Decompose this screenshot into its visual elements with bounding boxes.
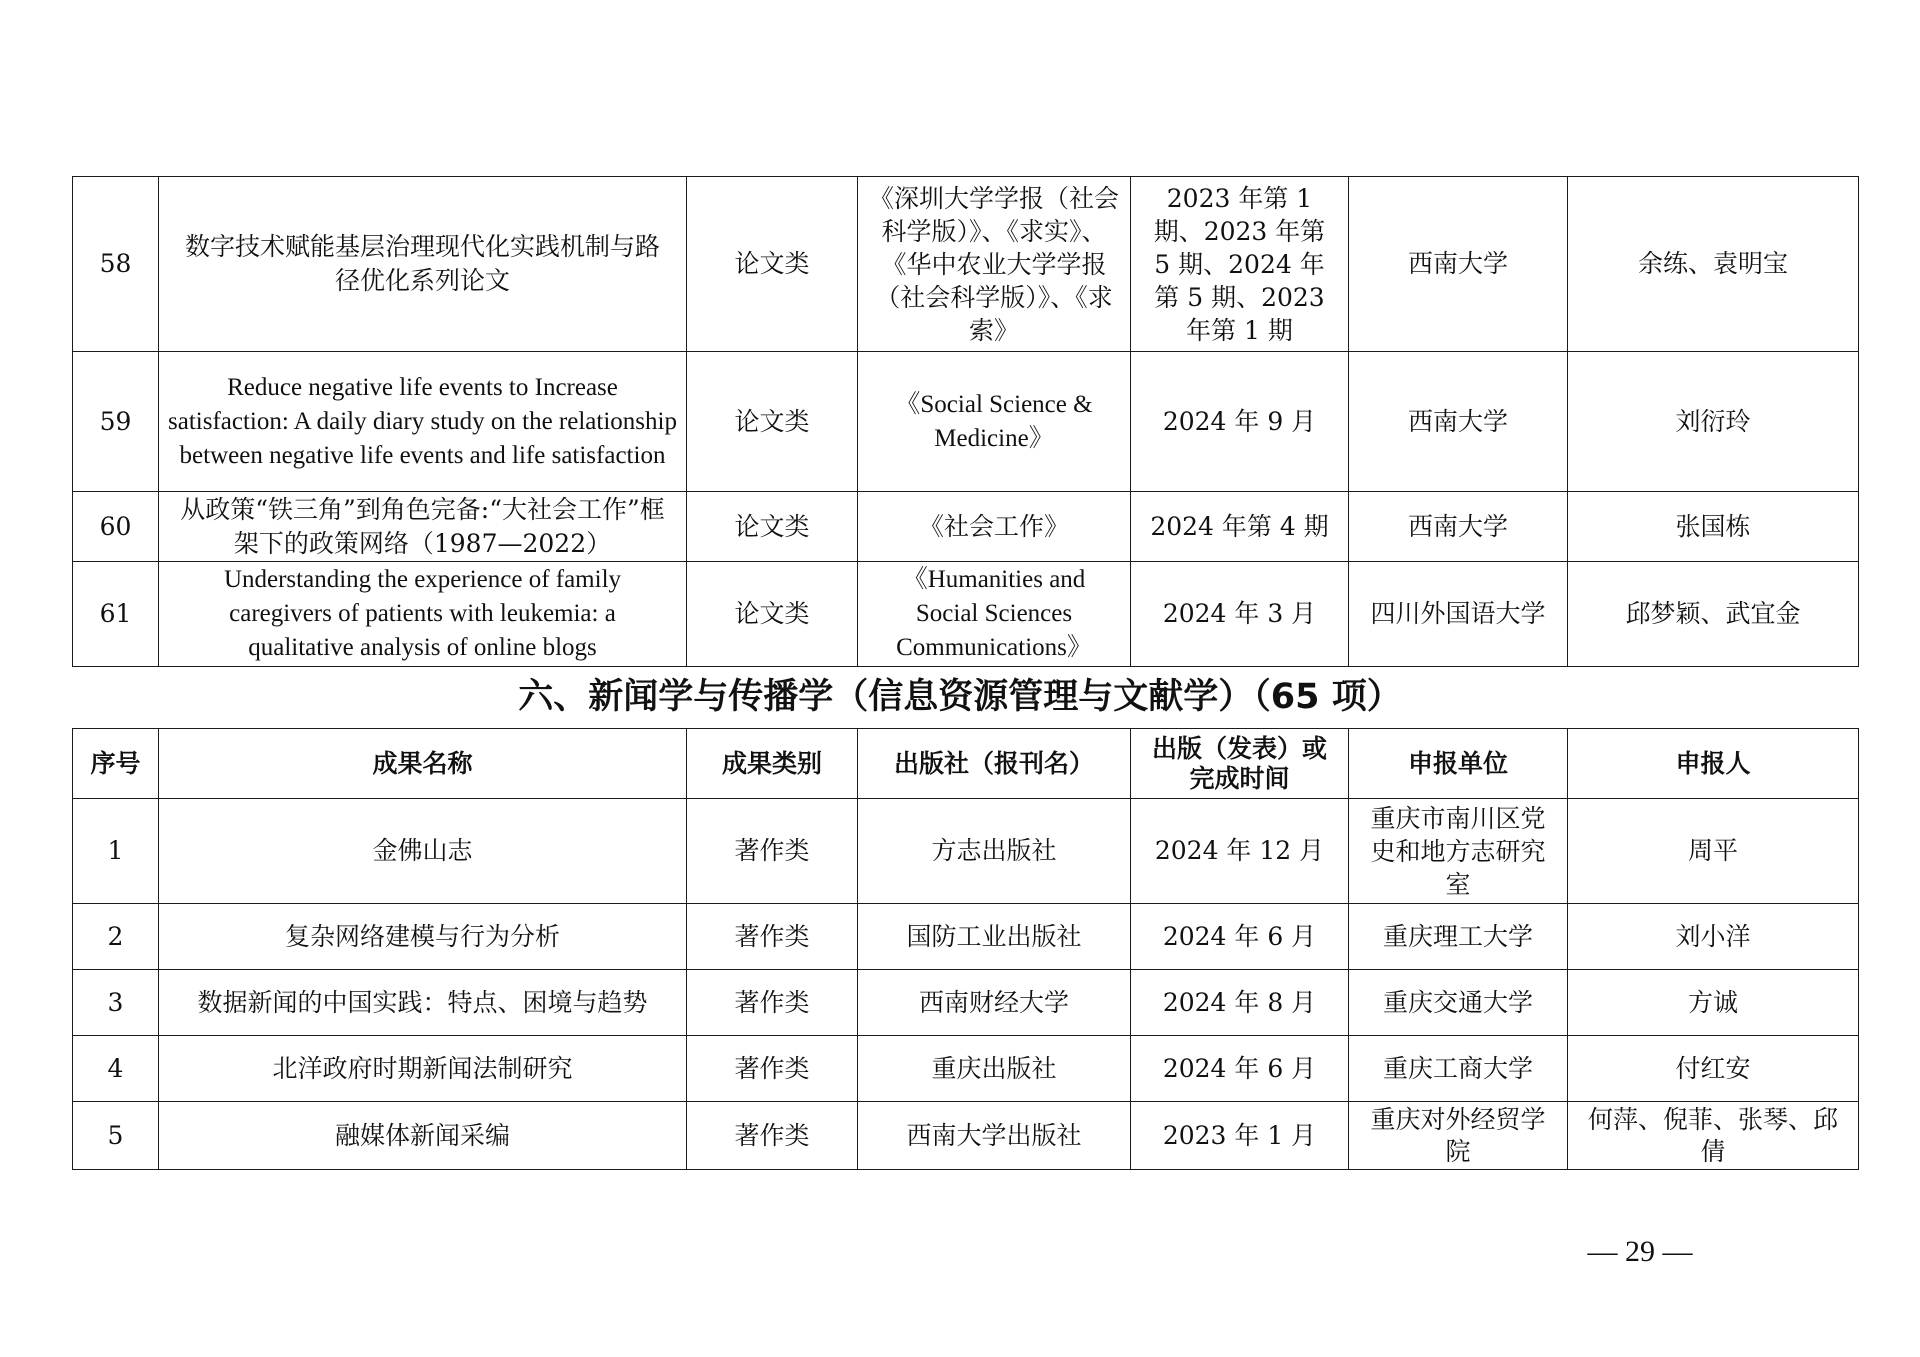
row-number: 5 xyxy=(73,1102,159,1170)
header-date: 出版（发表）或完成时间 xyxy=(1131,729,1349,799)
applicant-unit: 重庆交通大学 xyxy=(1349,970,1568,1036)
publisher: 方志出版社 xyxy=(858,799,1131,904)
table-row xyxy=(73,492,1859,562)
row-number: 3 xyxy=(73,970,159,1036)
applicant: 方诚 xyxy=(1568,970,1859,1036)
achievement-title: 金佛山志 xyxy=(159,799,687,904)
publish-date: 2024 年 8 月 xyxy=(1131,970,1349,1036)
applicant: 付红安 xyxy=(1568,1036,1859,1102)
achievement-type: 著作类 xyxy=(687,799,858,904)
applicant: 邱梦颖、武宜金 xyxy=(1568,562,1859,667)
applicant: 何萍、倪菲、张琴、邱倩 xyxy=(1568,1102,1859,1170)
publish-date: 2024 年 12 月 xyxy=(1131,799,1349,904)
page-number: — 29 — xyxy=(1587,1235,1693,1268)
achievement-table-continued xyxy=(72,176,1859,667)
applicant-unit: 四川外国语大学 xyxy=(1349,562,1568,667)
section-heading: 六、新闻学与传播学（信息资源管理与文献学）（65 项） xyxy=(518,677,1402,717)
table-row xyxy=(73,904,1859,970)
publisher: 《Social Science & Medicine》 xyxy=(858,352,1131,492)
publish-date: 2024 年第 4 期 xyxy=(1131,492,1349,562)
achievement-title: 复杂网络建模与行为分析 xyxy=(159,904,687,970)
publish-date: 2024 年 9 月 xyxy=(1131,352,1349,492)
table-row xyxy=(73,1102,1859,1170)
header-unit: 申报单位 xyxy=(1349,729,1568,799)
achievement-table-journalism xyxy=(72,728,1859,1170)
applicant-unit: 重庆工商大学 xyxy=(1349,1036,1568,1102)
publish-date: 2024 年 6 月 xyxy=(1131,1036,1349,1102)
publish-date: 2024 年 3 月 xyxy=(1131,562,1349,667)
achievement-title: Understanding the experience of family caregivers of patients with leukemia: a qualitative analysis of online blogs xyxy=(159,562,687,667)
applicant: 刘小洋 xyxy=(1568,904,1859,970)
applicant: 刘衍玲 xyxy=(1568,352,1859,492)
achievement-type: 著作类 xyxy=(687,1036,858,1102)
row-number: 61 xyxy=(73,562,159,667)
achievement-title: 数据新闻的中国实践：特点、困境与趋势 xyxy=(159,970,687,1036)
table-row xyxy=(73,177,1859,352)
publisher: 西南大学出版社 xyxy=(858,1102,1131,1170)
row-number: 2 xyxy=(73,904,159,970)
table-row xyxy=(73,1036,1859,1102)
achievement-title: 北洋政府时期新闻法制研究 xyxy=(159,1036,687,1102)
table-row xyxy=(73,970,1859,1036)
publisher: 《社会工作》 xyxy=(858,492,1131,562)
achievement-type: 著作类 xyxy=(687,904,858,970)
table-header-row xyxy=(73,729,1859,799)
header-number: 序号 xyxy=(73,729,159,799)
achievement-title: Reduce negative life events to Increase satisfaction: A daily diary study on the relationship between negative life events and life satisfaction xyxy=(159,352,687,492)
achievement-title: 从政策“铁三角”到角色完备:“大社会工作”框架下的政策网络（1987—2022） xyxy=(159,492,687,562)
header-publisher: 出版社（报刊名） xyxy=(858,729,1131,799)
publisher: 《Humanities and Social Sciences Communications》 xyxy=(858,562,1131,667)
achievement-type: 论文类 xyxy=(687,177,858,352)
applicant: 周平 xyxy=(1568,799,1859,904)
header-title: 成果名称 xyxy=(159,729,687,799)
row-number: 58 xyxy=(73,177,159,352)
publisher: 《深圳大学学报（社会科学版）》、《求实》、《华中农业大学学报（社会科学版）》、《求索》 xyxy=(858,177,1131,352)
row-number: 1 xyxy=(73,799,159,904)
achievement-type: 著作类 xyxy=(687,970,858,1036)
achievement-type: 论文类 xyxy=(687,492,858,562)
row-number: 4 xyxy=(73,1036,159,1102)
publish-date: 2024 年 6 月 xyxy=(1131,904,1349,970)
achievement-title: 数字技术赋能基层治理现代化实践机制与路径优化系列论文 xyxy=(159,177,687,352)
table-row xyxy=(73,799,1859,904)
publisher: 国防工业出版社 xyxy=(858,904,1131,970)
publisher: 西南财经大学 xyxy=(858,970,1131,1036)
table-row xyxy=(73,562,1859,667)
header-type: 成果类别 xyxy=(687,729,858,799)
applicant: 张国栋 xyxy=(1568,492,1859,562)
applicant: 余练、袁明宝 xyxy=(1568,177,1859,352)
header-applicant: 申报人 xyxy=(1568,729,1859,799)
applicant-unit: 重庆对外经贸学院 xyxy=(1349,1102,1568,1170)
applicant-unit: 西南大学 xyxy=(1349,352,1568,492)
applicant-unit: 西南大学 xyxy=(1349,177,1568,352)
table-row xyxy=(73,352,1859,492)
applicant-unit: 西南大学 xyxy=(1349,492,1568,562)
applicant-unit: 重庆理工大学 xyxy=(1349,904,1568,970)
achievement-type: 论文类 xyxy=(687,562,858,667)
achievement-type: 著作类 xyxy=(687,1102,858,1170)
achievement-type: 论文类 xyxy=(687,352,858,492)
publisher: 重庆出版社 xyxy=(858,1036,1131,1102)
applicant-unit: 重庆市南川区党史和地方志研究室 xyxy=(1349,799,1568,904)
row-number: 60 xyxy=(73,492,159,562)
row-number: 59 xyxy=(73,352,159,492)
achievement-title: 融媒体新闻采编 xyxy=(159,1102,687,1170)
publish-date: 2023 年第 1 期、2023 年第 5 期、2024 年第 5 期、2023 年第 1 期 xyxy=(1131,177,1349,352)
publish-date: 2023 年 1 月 xyxy=(1131,1102,1349,1170)
